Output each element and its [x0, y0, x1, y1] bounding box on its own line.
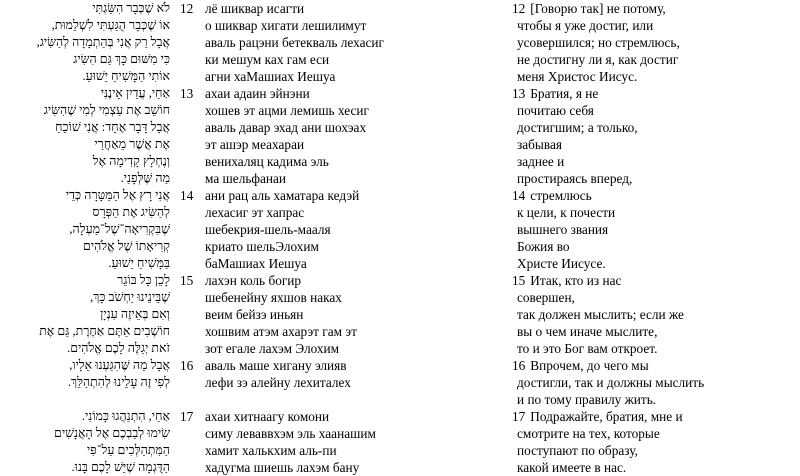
text-line — [0, 272, 800, 289]
russian-line: так должен мыслить; если же — [517, 307, 684, 322]
russian-line: и по тому правилу жить. — [517, 392, 657, 407]
verse-number: 16 — [180, 358, 194, 373]
russian-line: Итак, кто из нас — [530, 273, 622, 288]
text-line — [0, 374, 800, 391]
transliteration-text: эт ашэр меахараи — [205, 137, 305, 152]
russian-verse-number: 12 — [512, 1, 526, 16]
text-line — [0, 357, 800, 374]
hebrew-text: קְרִיאָתוֹ שֶׁל אֱלֹהִים — [83, 239, 170, 253]
text-line — [0, 68, 800, 85]
russian-line: стремлюсь — [530, 188, 592, 203]
transliteration-text: симу леваввхэм эль хаанашим — [205, 426, 376, 441]
russian-line: достигли, так и должны мыслить — [517, 375, 705, 390]
hebrew-text: הַדֻּגְמָה שֶׁיֵּשׁ לָכֶם בָּנוּ. — [71, 460, 170, 474]
transliteration-text: ки мешум ках гам еси — [205, 52, 330, 67]
transliteration-text: шебенейну яхшов наках — [205, 290, 342, 305]
russian-line: вышнего звания — [517, 222, 609, 237]
hebrew-text: אוֹ שֶׁכְּבָר הֻגַּעְתִּי לִשְׁלֵמוּת, — [51, 18, 170, 32]
text-line — [0, 442, 800, 459]
russian-text — [512, 357, 649, 374]
transliteration-text: ахаи адаин эйнэни — [205, 86, 310, 101]
russian-text — [512, 0, 666, 17]
hebrew-text: הַמִּתְהַלְּכִים עַל־פִּי — [86, 443, 170, 457]
hebrew-text: מַה שֶּׁלְּפָנַי. — [120, 171, 170, 185]
hebrew-text: לְפִי זֶה עָלֵינוּ לְהִתְהַלֵּךְ. — [67, 375, 170, 389]
russian-verse-number: 14 — [512, 188, 526, 203]
text-line — [0, 425, 800, 442]
verse-number: 12 — [180, 1, 194, 16]
russian-line: забывая — [517, 137, 562, 152]
text-line — [0, 0, 800, 17]
transliteration-text: лахэн коль богир — [205, 273, 302, 288]
hebrew-text: וְנֶחְלָץ קָדִימָה אֶל — [92, 154, 170, 168]
russian-line: вы о чем иначе мыслите, — [517, 324, 658, 339]
text-line — [0, 289, 800, 306]
text-line — [0, 306, 800, 323]
hebrew-text: אֲנִי רָץ אֶל הַמַּטָּרָה כְּדֵי — [65, 188, 170, 202]
russian-line: Впрочем, до чего мы — [530, 358, 649, 373]
text-line — [0, 102, 800, 119]
russian-text — [512, 391, 656, 408]
russian-line: смотрите на тех, которые — [517, 426, 660, 441]
text-line — [0, 17, 800, 34]
russian-text — [512, 408, 683, 425]
transliteration-text: ани рац аль хаматара кедэй — [205, 188, 360, 203]
hebrew-text: חוֹשֵׁב אֶת עַצְמִי לְמִי שֶׁהִשִּׂיג — [43, 103, 170, 117]
hebrew-text: אַחַי, הִתְנַהֲגוּ כָּמוֹנִי. — [81, 409, 170, 423]
transliteration-text: ахаи хитнаагу комони — [205, 409, 330, 424]
russian-text — [512, 119, 638, 136]
text-line — [0, 221, 800, 238]
russian-line: чтобы я уже достиг, или — [517, 18, 654, 33]
text-line — [0, 238, 800, 255]
russian-text — [512, 323, 657, 340]
text-line — [0, 255, 800, 272]
verse-number: 15 — [180, 273, 194, 288]
russian-text — [512, 34, 680, 51]
russian-line: какой имеете в нас. — [517, 460, 627, 475]
transliteration-text: агни хаМашиах Иешуа — [205, 69, 336, 84]
russian-text — [512, 68, 637, 85]
russian-line: Братия, я не — [530, 86, 599, 101]
verse-number: 17 — [180, 409, 194, 424]
transliteration-text: о шиквар хигати лешилимут — [205, 18, 367, 33]
russian-line: простираясь вперед, — [517, 171, 633, 186]
russian-line: поступают по образу, — [517, 443, 638, 458]
russian-text — [512, 374, 704, 391]
russian-line: Подражайте, братия, мне и — [530, 409, 683, 424]
russian-verse-number: 15 — [512, 273, 526, 288]
russian-text — [512, 17, 653, 34]
transliteration-text: хамит халькхим аль-пи — [205, 443, 337, 458]
text-line — [0, 391, 800, 408]
russian-text — [512, 255, 606, 272]
text-line — [0, 204, 800, 221]
hebrew-text: אֲבָל רַק אֲנִי בְּהַתְמָדָה לְהַשִּׂיג, — [36, 35, 170, 49]
hebrew-text: אֲבָל דָּבָר אֶחָד: אֲנִי שׁוֹכֵחַ — [55, 120, 170, 134]
russian-line: к цели, к почести — [517, 205, 616, 220]
hebrew-text: בַּמָּשִׁיחַ יֵשׁוּעַ. — [108, 256, 170, 270]
russian-text — [512, 102, 594, 119]
russian-text — [512, 459, 626, 476]
transliteration-text: зот егале лахэм Элохим — [205, 341, 340, 356]
transliteration-text: лефи зэ алейну лехиталех — [205, 375, 351, 390]
hebrew-text: שִׂימוּ לְבַבְכֶם אֶל הָאֲנָשִׁים — [54, 426, 170, 440]
transliteration-text: баМашиах Иешуа — [205, 256, 307, 271]
text-line — [0, 34, 800, 51]
russian-line: усовершился; но стремлюсь, — [517, 35, 680, 50]
russian-line: почитаю себя — [517, 103, 594, 118]
text-line — [0, 187, 800, 204]
russian-text — [512, 153, 564, 170]
russian-text — [512, 272, 621, 289]
russian-line: Христе Иисусе. — [517, 256, 606, 271]
russian-line: то и это Бог вам откроет. — [517, 341, 658, 356]
russian-verse-number: 13 — [512, 86, 526, 101]
russian-text — [512, 136, 562, 153]
russian-text — [512, 170, 632, 187]
verse-number: 14 — [180, 188, 194, 203]
hebrew-text: לֹא שֶׁכְּבָר הִשַּׂגְתִּי — [92, 1, 170, 15]
transliteration-text: лехасиг эт хапрас — [205, 205, 305, 220]
transliteration-text: венихаляц кадима эль — [205, 154, 329, 169]
text-line — [0, 119, 800, 136]
text-line — [0, 340, 800, 357]
hebrew-text: אֶת אֲשֶׁר מֵאַחֲרַי — [94, 137, 170, 151]
text-line — [0, 136, 800, 153]
russian-line: совершен, — [517, 290, 575, 305]
russian-line: [Говорю так] не потому, — [530, 1, 666, 16]
transliteration-text: аваль давар эхад ани шохэах — [205, 120, 367, 135]
russian-text — [512, 238, 570, 255]
russian-line: достигшим; а только, — [517, 120, 638, 135]
transliteration-text: аваль рацэни бетекваль лехасиг — [205, 35, 384, 50]
text-line — [0, 170, 800, 187]
russian-line: заднее и — [517, 154, 565, 169]
hebrew-text: חוֹשְׁבִים אַתֶּם אַחֶרֶת, גַּם אֶת — [39, 324, 170, 338]
hebrew-text: אַחַי, עֲדַיִן אֵינֶנִּי — [100, 86, 170, 100]
transliteration-text: шебекрия-шель-мааля — [205, 222, 331, 237]
transliteration-text: хошев эт ацми лемишь хесиг — [205, 103, 369, 118]
transliteration-text: хадугма шиешь лахэм бану — [205, 460, 360, 475]
russian-text — [512, 221, 608, 238]
text-line — [0, 51, 800, 68]
russian-text — [512, 187, 592, 204]
transliteration-text: ма шельфанаи — [205, 171, 287, 186]
transliteration-text: хошвим атэм ахарэт гам эт — [205, 324, 357, 339]
russian-text — [512, 51, 678, 68]
text-line — [0, 153, 800, 170]
hebrew-text: לְהַשִּׂיג אֶת הַפְּרָס — [92, 205, 170, 219]
hebrew-text: כִּי מִשּׁוּם כָּךְ גַּם הִשִּׂיג — [73, 52, 170, 66]
russian-text — [512, 289, 575, 306]
russian-text — [512, 442, 638, 459]
hebrew-text: וְאִם בְּאֵיזֶה עִנְיָן — [100, 307, 170, 321]
russian-line: меня Христос Иисус. — [517, 69, 638, 84]
text-line — [0, 323, 800, 340]
russian-verse-number: 16 — [512, 358, 526, 373]
hebrew-text: אוֹתִי הַמָּשִׁיחַ יֵשׁוּעַ. — [82, 69, 170, 83]
russian-text — [512, 425, 660, 442]
hebrew-text: לָכֵן כָּל בּוֹגֵר — [117, 273, 170, 287]
text-line — [0, 85, 800, 102]
hebrew-text: שֶׁבִּקְרִיאָה־שֶׁל־מַעְלָה, — [69, 222, 170, 236]
hebrew-text: זֹאת יְגַלֶּה לָכֶם אֱלֹהִים. — [67, 341, 170, 355]
transliteration-text: аваль маше хигану элияв — [205, 358, 347, 373]
transliteration-text: веим бейзэ иньян — [205, 307, 304, 322]
russian-text — [512, 204, 615, 221]
transliteration-text: лё шиквар исагти — [205, 1, 305, 16]
text-line — [0, 408, 800, 425]
russian-line: Божия во — [517, 239, 570, 254]
text-line — [0, 459, 800, 476]
russian-text — [512, 306, 684, 323]
russian-text — [512, 340, 657, 357]
hebrew-text: אֲבָל מַה שֶּׁהִגַּעְנוּ אֵלָיו, — [69, 358, 170, 372]
hebrew-text: שֶׁבֵּינֵינוּ יַחְשֹׁב כָּךְ, — [90, 290, 170, 304]
russian-line: не достигну ли я, как достиг — [517, 52, 679, 67]
verse-number: 13 — [180, 86, 194, 101]
russian-text — [512, 85, 598, 102]
russian-verse-number: 17 — [512, 409, 526, 424]
transliteration-text: криато шельЭлохим — [205, 239, 319, 254]
